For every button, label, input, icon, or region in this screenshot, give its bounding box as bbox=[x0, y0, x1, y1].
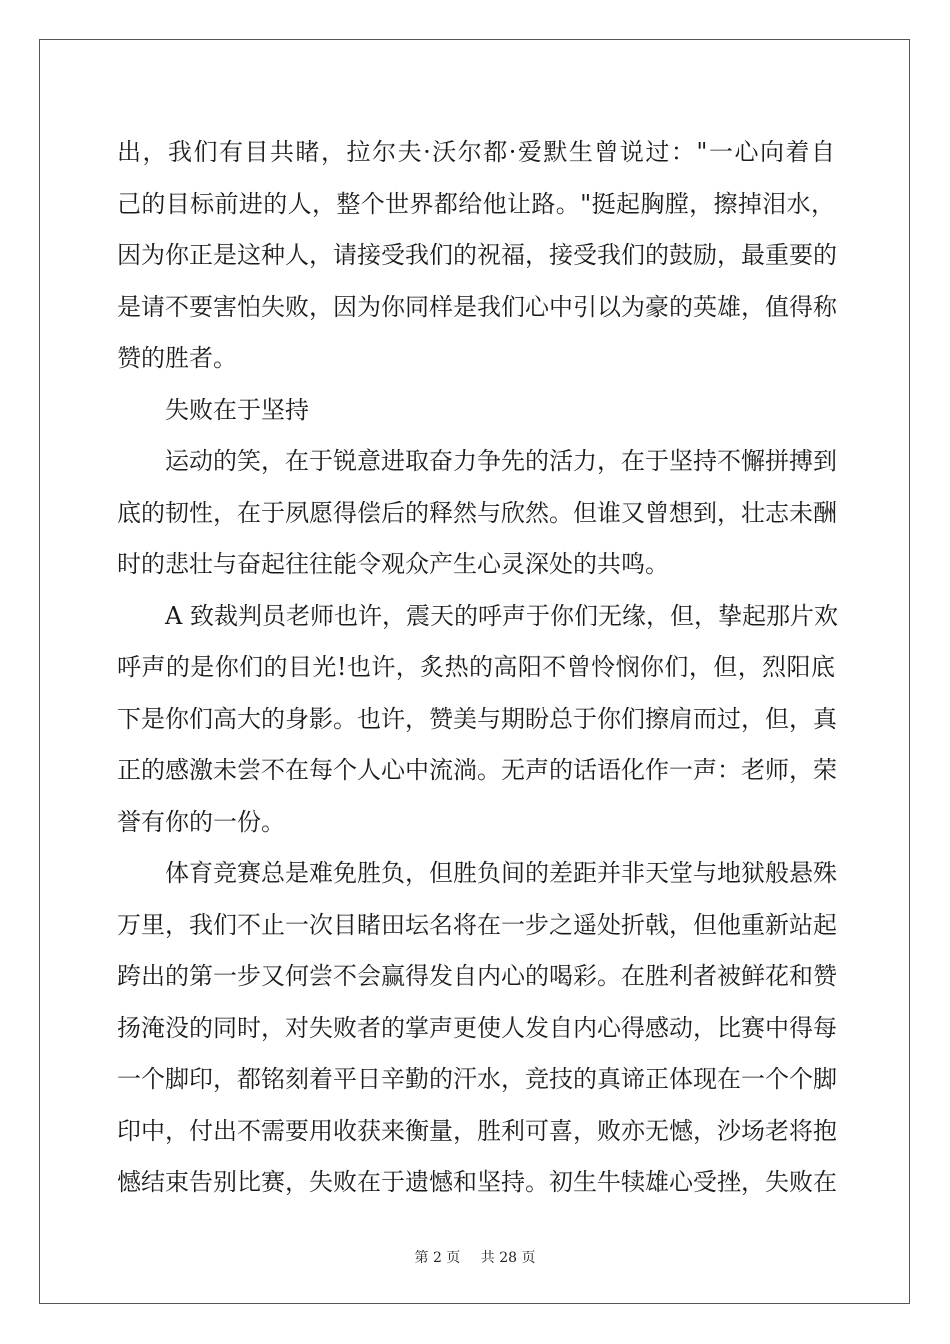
text-line: 时的悲壮与奋起往往能令观众产生心灵深处的共鸣。 bbox=[117, 550, 669, 578]
text-line: 印中，付出不需要用收获来衡量，胜利可喜，败亦无憾，沙场老将抱 bbox=[117, 1116, 837, 1145]
paragraph bbox=[117, 848, 835, 1209]
section-heading bbox=[117, 385, 835, 437]
text-line: 正的感激未尝不在每个人心中流淌。无声的话语化作一声：老师，荣 bbox=[117, 756, 837, 784]
text-line: 出，我们有目共睹，拉尔夫·沃尔都·爱默生曾说过："一心向着自 bbox=[117, 138, 835, 166]
text-line: 扬淹没的同时，对失败者的掌声更使人发自内心得感动，比赛中得每 bbox=[117, 1013, 837, 1042]
text-line: 因为你正是这种人，请接受我们的祝福，接受我们的鼓励，最重要的 bbox=[117, 241, 837, 269]
paragraph bbox=[117, 127, 835, 385]
text-line: A 致裁判员老师也许，震天的呼声于你们无缘，但，挚起那片欢 bbox=[165, 601, 838, 630]
text-line: 万里，我们不止一次目睹田坛名将在一步之遥处折戟，但他重新站起 bbox=[117, 910, 837, 939]
text-line: 己的目标前进的人，整个世界都给他让路。"挺起胸膛，擦掉泪水， bbox=[117, 189, 835, 218]
document-body bbox=[117, 127, 838, 1209]
text-line: 失败在于坚持 bbox=[165, 395, 309, 424]
text-line: 憾结束告别比赛，失败在于遗憾和坚持。初生牛犊雄心受挫，失败在 bbox=[117, 1168, 837, 1196]
paragraph bbox=[117, 591, 838, 849]
paragraph bbox=[117, 436, 835, 591]
text-line: 是请不要害怕失败，因为你同样是我们心中引以为豪的英雄，值得称 bbox=[117, 292, 837, 321]
text-line: 赞的胜者。 bbox=[117, 344, 237, 372]
page-number: 第 2 页 bbox=[414, 1250, 461, 1266]
text-line: 一个脚印，都铭刻着平日辛勤的汗水，竞技的真谛正体现在一个个脚 bbox=[117, 1065, 837, 1093]
text-line: 运动的笑，在于锐意进取奋力争先的活力，在于坚持不懈拼搏到 bbox=[165, 447, 837, 475]
text-line: 底的韧性，在于夙愿得偿后的释然与欣然。但谁又曾想到，壮志未酬 bbox=[117, 498, 837, 527]
text-line: 誉有你的一份。 bbox=[117, 807, 285, 836]
text-line: 呼声的是你们的目光!也许，炙热的高阳不曾怜悯你们，但，烈阳底 bbox=[117, 653, 835, 681]
text-line: 跨出的第一步又何尝不会赢得发自内心的喝彩。在胜利者被鲜花和赞 bbox=[117, 962, 837, 990]
text-line: 下是你们高大的身影。也许，赞美与期盼总于你们擦肩而过，但，真 bbox=[117, 704, 837, 733]
page-total: 共 28 页 bbox=[480, 1250, 536, 1266]
page-footer bbox=[0, 1247, 950, 1267]
text-line: 体育竞赛总是难免胜负，但胜负间的差距并非天堂与地狱般悬殊 bbox=[165, 859, 837, 887]
